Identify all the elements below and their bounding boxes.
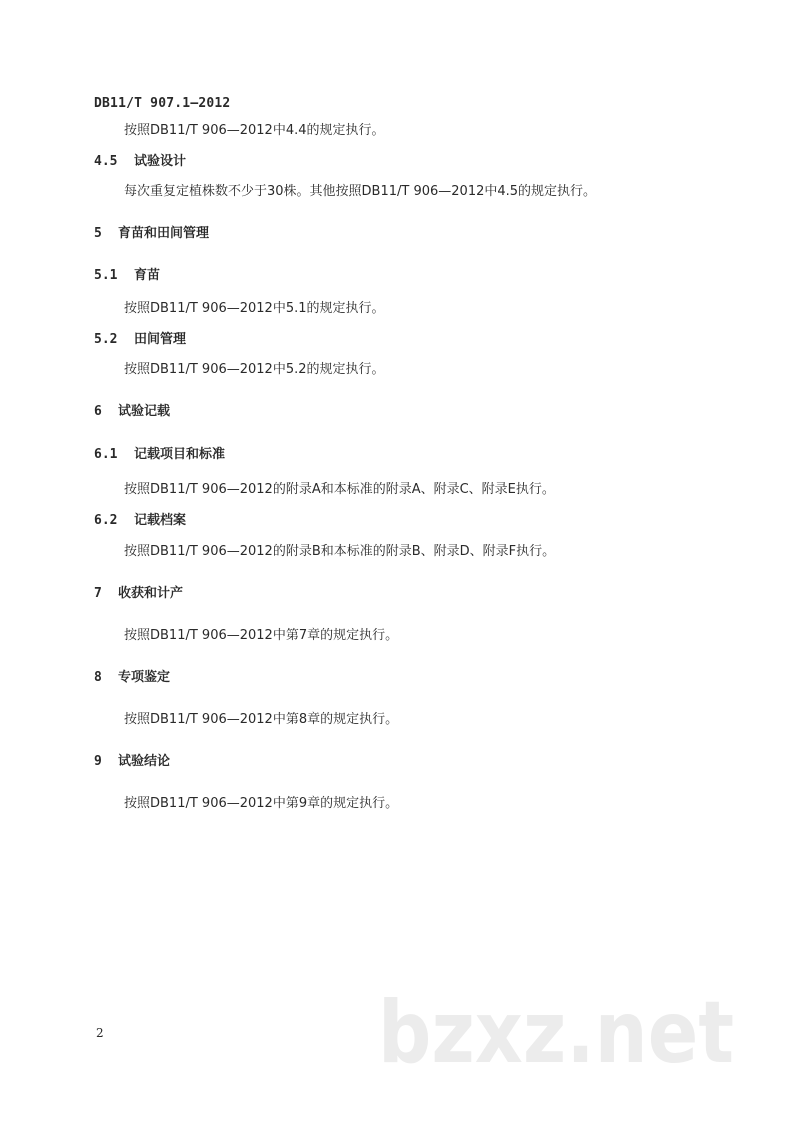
heading-title: 专项鉴定 bbox=[118, 670, 171, 685]
heading-7 bbox=[94, 582, 183, 601]
paragraph-7: 按照DB11/T 906—2012中第7章的规定执行。 bbox=[124, 628, 399, 643]
paragraph-4-4: 按照DB11/T 906—2012中4.4的规定执行。 bbox=[124, 123, 385, 138]
page-number: 2 bbox=[96, 1026, 104, 1040]
heading-4-5 bbox=[94, 150, 186, 169]
paragraph-5-2: 按照DB11/T 906—2012中5.2的规定执行。 bbox=[124, 362, 385, 377]
heading-title: 记载项目和标准 bbox=[134, 447, 226, 462]
heading-number: 8 bbox=[94, 670, 102, 685]
heading-6-2 bbox=[94, 509, 186, 528]
heading-number: 5.1 bbox=[94, 268, 118, 283]
paragraph-5-1: 按照DB11/T 906—2012中5.1的规定执行。 bbox=[124, 301, 385, 316]
heading-title: 收获和计产 bbox=[118, 586, 184, 601]
heading-number: 7 bbox=[94, 586, 102, 601]
heading-title: 试验结论 bbox=[118, 754, 171, 769]
page-header-code: DB11/T 907.1—2012 bbox=[94, 96, 231, 111]
heading-6 bbox=[94, 400, 170, 419]
heading-title: 记载档案 bbox=[134, 513, 187, 528]
heading-title: 育苗 bbox=[134, 268, 161, 283]
heading-title: 试验设计 bbox=[134, 154, 187, 169]
heading-6-1 bbox=[94, 443, 225, 462]
heading-number: 9 bbox=[94, 754, 102, 769]
heading-number: 6 bbox=[94, 404, 102, 419]
heading-8 bbox=[94, 666, 170, 685]
heading-number: 4.5 bbox=[94, 154, 118, 169]
heading-number: 5 bbox=[94, 226, 102, 241]
heading-5-1 bbox=[94, 264, 160, 283]
heading-number: 5.2 bbox=[94, 332, 118, 347]
heading-9 bbox=[94, 750, 170, 769]
paragraph-6-2: 按照DB11/T 906—2012的附录B和本标准的附录B、附录D、附录F执行。 bbox=[124, 544, 556, 559]
watermark-text: bzxz.net bbox=[378, 983, 734, 1083]
paragraph-8: 按照DB11/T 906—2012中第8章的规定执行。 bbox=[124, 712, 399, 727]
heading-5 bbox=[94, 222, 209, 241]
heading-title: 育苗和田间管理 bbox=[118, 226, 210, 241]
heading-5-2 bbox=[94, 328, 186, 347]
heading-number: 6.1 bbox=[94, 447, 118, 462]
watermark bbox=[378, 982, 738, 1083]
paragraph-9: 按照DB11/T 906—2012中第9章的规定执行。 bbox=[124, 796, 399, 811]
heading-title: 田间管理 bbox=[134, 332, 187, 347]
heading-title: 试验记载 bbox=[118, 404, 171, 419]
paragraph-6-1: 按照DB11/T 906—2012的附录A和本标准的附录A、附录C、附录E执行。 bbox=[124, 482, 555, 497]
paragraph-4-5: 每次重复定植株数不少于30株。其他按照DB11/T 906—2012中4.5的规定执行。 bbox=[124, 184, 597, 199]
heading-number: 6.2 bbox=[94, 513, 118, 528]
